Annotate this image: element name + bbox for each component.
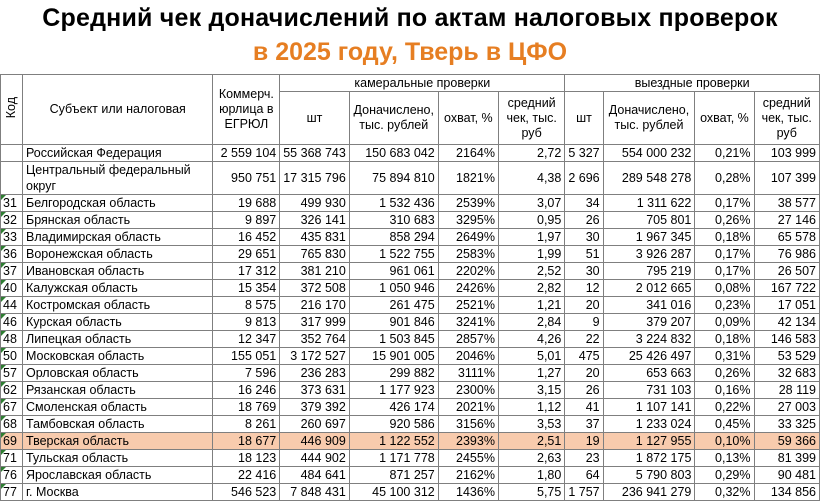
subject-header: Субъект или налоговая: [23, 75, 213, 145]
desk-charged-cell: 310 683: [349, 212, 438, 229]
field-charged-cell: 1 872 175: [603, 450, 695, 467]
field-charged-cell: 25 426 497: [603, 348, 695, 365]
field-avg-cell: 59 366: [754, 433, 820, 450]
field-count-cell: 12: [565, 280, 603, 297]
field-charged-cell: 2 012 665: [603, 280, 695, 297]
field-coverage-cell: 0,28%: [695, 162, 754, 195]
field-coverage-cell: 0,29%: [695, 467, 754, 484]
code-cell: 77: [1, 484, 23, 501]
field-coverage-cell: 0,09%: [695, 314, 754, 331]
desk-coverage-cell: 2021%: [438, 399, 498, 416]
field-coverage-cell: 0,21%: [695, 145, 754, 162]
desk-coverage-cell: 2583%: [438, 246, 498, 263]
field-charged-cell: 1 107 141: [603, 399, 695, 416]
desk-charged-cell: 261 475: [349, 297, 438, 314]
field-charged-cell: 1 967 345: [603, 229, 695, 246]
field-count-header: шт: [565, 92, 603, 145]
field-avg-cell: 28 119: [754, 382, 820, 399]
field-avg-cell: 26 507: [754, 263, 820, 280]
code-cell: 48: [1, 331, 23, 348]
desk-avg-cell: 5,01: [498, 348, 564, 365]
desk-coverage-cell: 2046%: [438, 348, 498, 365]
desk-charged-cell: 1 050 946: [349, 280, 438, 297]
code-cell: 57: [1, 365, 23, 382]
field-coverage-cell: 0,17%: [695, 263, 754, 280]
desk-charged-cell: 1 171 778: [349, 450, 438, 467]
subject-cell: Рязанская область: [23, 382, 213, 399]
desk-charged-cell: 858 294: [349, 229, 438, 246]
field-charged-cell: 341 016: [603, 297, 695, 314]
field-count-cell: 19: [565, 433, 603, 450]
commercial-cell: 546 523: [213, 484, 280, 501]
code-cell: 31: [1, 195, 23, 212]
field-count-cell: 37: [565, 416, 603, 433]
desk-coverage-cell: 3111%: [438, 365, 498, 382]
field-coverage-cell: 0,23%: [695, 297, 754, 314]
commercial-cell: 19 688: [213, 195, 280, 212]
commercial-cell: 29 651: [213, 246, 280, 263]
desk-count-cell: 484 641: [280, 467, 350, 484]
desk-avg-cell: 1,21: [498, 297, 564, 314]
field-avg-cell: 90 481: [754, 467, 820, 484]
table-row: [1, 365, 820, 382]
commercial-cell: 18 123: [213, 450, 280, 467]
field-count-cell: 51: [565, 246, 603, 263]
field-count-cell: 9: [565, 314, 603, 331]
field-count-cell: 23: [565, 450, 603, 467]
field-avg-header: средний чек, тыс. руб: [754, 92, 820, 145]
desk-avg-cell: 3,15: [498, 382, 564, 399]
field-avg-cell: 42 134: [754, 314, 820, 331]
field-count-cell: 30: [565, 229, 603, 246]
code-cell: 67: [1, 399, 23, 416]
code-cell: 33: [1, 229, 23, 246]
field-count-cell: 26: [565, 382, 603, 399]
field-avg-cell: 103 999: [754, 145, 820, 162]
field-count-cell: 64: [565, 467, 603, 484]
field-charged-cell: 5 790 803: [603, 467, 695, 484]
field-coverage-cell: 0,22%: [695, 399, 754, 416]
field-avg-cell: 17 051: [754, 297, 820, 314]
desk-count-cell: 373 631: [280, 382, 350, 399]
field-charged-cell: 653 663: [603, 365, 695, 382]
desk-avg-cell: 1,12: [498, 399, 564, 416]
desk-coverage-cell: 2539%: [438, 195, 498, 212]
code-cell: 36: [1, 246, 23, 263]
subject-cell: Тверская область: [23, 433, 213, 450]
desk-avg-cell: 3,07: [498, 195, 564, 212]
field-coverage-cell: 0,32%: [695, 484, 754, 501]
desk-avg-cell: 4,26: [498, 331, 564, 348]
field-avg-cell: 81 399: [754, 450, 820, 467]
field-coverage-cell: 0,18%: [695, 229, 754, 246]
desk-charged-cell: 15 901 005: [349, 348, 438, 365]
desk-charged-cell: 920 586: [349, 416, 438, 433]
field-charged-cell: 705 801: [603, 212, 695, 229]
commercial-cell: 8 261: [213, 416, 280, 433]
table-row: [1, 162, 820, 195]
table-row: [1, 484, 820, 501]
desk-coverage-cell: 2857%: [438, 331, 498, 348]
desk-avg-cell: 2,72: [498, 145, 564, 162]
field-coverage-header: охват, %: [695, 92, 754, 145]
desk-count-cell: 7 848 431: [280, 484, 350, 501]
desk-count-cell: 317 999: [280, 314, 350, 331]
desk-count-cell: 446 909: [280, 433, 350, 450]
table-row: [1, 263, 820, 280]
field-audits-group-header: выездные проверки: [565, 75, 820, 92]
desk-charged-cell: 1 122 552: [349, 433, 438, 450]
field-coverage-cell: 0,17%: [695, 246, 754, 263]
desk-count-cell: 3 172 527: [280, 348, 350, 365]
field-avg-cell: 107 399: [754, 162, 820, 195]
commercial-cell: 22 416: [213, 467, 280, 484]
desk-audits-group-header: камеральные проверки: [280, 75, 565, 92]
desk-coverage-cell: 2300%: [438, 382, 498, 399]
desk-avg-header: средний чек, тыс. руб: [498, 92, 564, 145]
desk-count-header: шт: [280, 92, 350, 145]
desk-count-cell: 326 141: [280, 212, 350, 229]
field-charged-cell: 379 207: [603, 314, 695, 331]
code-cell: 46: [1, 314, 23, 331]
desk-charged-cell: 299 882: [349, 365, 438, 382]
table-row: [1, 348, 820, 365]
table-row: [1, 145, 820, 162]
desk-avg-cell: 2,84: [498, 314, 564, 331]
subject-cell: Курская область: [23, 314, 213, 331]
desk-charged-cell: 1 522 755: [349, 246, 438, 263]
commercial-cell: 9 813: [213, 314, 280, 331]
commercial-cell: 15 354: [213, 280, 280, 297]
desk-charged-cell: 45 100 312: [349, 484, 438, 501]
desk-count-cell: 379 392: [280, 399, 350, 416]
subject-cell: Ивановская область: [23, 263, 213, 280]
field-charged-cell: 795 219: [603, 263, 695, 280]
code-cell: [1, 162, 23, 195]
commercial-cell: 2 559 104: [213, 145, 280, 162]
field-count-cell: 20: [565, 297, 603, 314]
desk-charged-cell: 1 532 436: [349, 195, 438, 212]
field-count-cell: 2 696: [565, 162, 603, 195]
field-coverage-cell: 0,18%: [695, 331, 754, 348]
subject-cell: Липецкая область: [23, 331, 213, 348]
desk-charged-cell: 1 503 845: [349, 331, 438, 348]
subject-cell: Владимирская область: [23, 229, 213, 246]
table-row: [1, 246, 820, 263]
table-row: [1, 331, 820, 348]
subject-cell: Московская область: [23, 348, 213, 365]
field-coverage-cell: 0,16%: [695, 382, 754, 399]
code-cell: 71: [1, 450, 23, 467]
desk-charged-header: Доначислено, тыс. рублей: [349, 92, 438, 145]
field-count-cell: 5 327: [565, 145, 603, 162]
subject-cell: Белгородская область: [23, 195, 213, 212]
commercial-cell: 16 452: [213, 229, 280, 246]
table-row: [1, 382, 820, 399]
desk-charged-cell: 961 061: [349, 263, 438, 280]
desk-coverage-cell: 2202%: [438, 263, 498, 280]
desk-coverage-cell: 3295%: [438, 212, 498, 229]
field-charged-cell: 3 926 287: [603, 246, 695, 263]
desk-coverage-cell: 1436%: [438, 484, 498, 501]
desk-charged-cell: 901 846: [349, 314, 438, 331]
desk-coverage-cell: 2455%: [438, 450, 498, 467]
desk-count-cell: 381 210: [280, 263, 350, 280]
field-coverage-cell: 0,13%: [695, 450, 754, 467]
desk-avg-cell: 2,52: [498, 263, 564, 280]
commercial-cell: 18 677: [213, 433, 280, 450]
field-charged-cell: 554 000 232: [603, 145, 695, 162]
table-row: [1, 314, 820, 331]
field-coverage-cell: 0,08%: [695, 280, 754, 297]
subject-cell: Смоленская область: [23, 399, 213, 416]
subject-cell: г. Москва: [23, 484, 213, 501]
field-count-cell: 475: [565, 348, 603, 365]
report-subtitle: в 2025 году, Тверь в ЦФО: [252, 38, 568, 66]
desk-count-cell: 435 831: [280, 229, 350, 246]
field-coverage-cell: 0,10%: [695, 433, 754, 450]
code-cell: 50: [1, 348, 23, 365]
desk-count-cell: 260 697: [280, 416, 350, 433]
desk-charged-cell: 871 257: [349, 467, 438, 484]
report-title: Средний чек доначислений по актам налоговых проверок: [42, 4, 778, 32]
table-row: [1, 195, 820, 212]
desk-charged-cell: 1 177 923: [349, 382, 438, 399]
field-count-cell: 20: [565, 365, 603, 382]
table-row: [1, 280, 820, 297]
desk-avg-cell: 4,38: [498, 162, 564, 195]
table-row: [1, 467, 820, 484]
field-count-cell: 1 757: [565, 484, 603, 501]
subject-cell: Тамбовская область: [23, 416, 213, 433]
desk-count-cell: 216 170: [280, 297, 350, 314]
field-avg-cell: 167 722: [754, 280, 820, 297]
desk-charged-cell: 75 894 810: [349, 162, 438, 195]
field-count-cell: 22: [565, 331, 603, 348]
code-cell: 69: [1, 433, 23, 450]
field-coverage-cell: 0,31%: [695, 348, 754, 365]
desk-count-cell: 372 508: [280, 280, 350, 297]
desk-avg-cell: 1,99: [498, 246, 564, 263]
desk-avg-cell: 2,82: [498, 280, 564, 297]
commercial-cell: 155 051: [213, 348, 280, 365]
desk-coverage-header: охват, %: [438, 92, 498, 145]
code-cell: 68: [1, 416, 23, 433]
desk-coverage-cell: 1821%: [438, 162, 498, 195]
table-row: [1, 399, 820, 416]
field-coverage-cell: 0,17%: [695, 195, 754, 212]
field-charged-cell: 1 127 955: [603, 433, 695, 450]
commercial-cell: 9 897: [213, 212, 280, 229]
commercial-cell: 12 347: [213, 331, 280, 348]
table-row: [1, 229, 820, 246]
field-charged-cell: 1 233 024: [603, 416, 695, 433]
subject-cell: Ярославская область: [23, 467, 213, 484]
subject-cell: Орловская область: [23, 365, 213, 382]
code-cell: 32: [1, 212, 23, 229]
subject-cell: Воронежская область: [23, 246, 213, 263]
desk-avg-cell: 1,80: [498, 467, 564, 484]
table-row: [1, 212, 820, 229]
desk-coverage-cell: 2162%: [438, 467, 498, 484]
desk-count-cell: 236 283: [280, 365, 350, 382]
field-avg-cell: 65 578: [754, 229, 820, 246]
desk-avg-cell: 2,63: [498, 450, 564, 467]
code-cell: [1, 145, 23, 162]
desk-coverage-cell: 2649%: [438, 229, 498, 246]
field-avg-cell: 33 325: [754, 416, 820, 433]
desk-count-cell: 499 930: [280, 195, 350, 212]
field-charged-cell: 1 311 622: [603, 195, 695, 212]
table-body: [1, 145, 820, 501]
code-cell: 40: [1, 280, 23, 297]
commercial-cell: 950 751: [213, 162, 280, 195]
commercial-cell: 17 312: [213, 263, 280, 280]
desk-count-cell: 17 315 796: [280, 162, 350, 195]
field-charged-cell: 289 548 278: [603, 162, 695, 195]
desk-coverage-cell: 2393%: [438, 433, 498, 450]
table-row: [1, 433, 820, 450]
field-coverage-cell: 0,26%: [695, 365, 754, 382]
commercial-cell: 8 575: [213, 297, 280, 314]
subject-cell: Брянская область: [23, 212, 213, 229]
field-avg-cell: 38 577: [754, 195, 820, 212]
field-avg-cell: 146 583: [754, 331, 820, 348]
field-coverage-cell: 0,26%: [695, 212, 754, 229]
desk-coverage-cell: 2426%: [438, 280, 498, 297]
field-avg-cell: 53 529: [754, 348, 820, 365]
field-count-cell: 41: [565, 399, 603, 416]
commercial-header: Коммерч. юрлица в ЕГРЮЛ: [213, 75, 280, 145]
field-avg-cell: 134 856: [754, 484, 820, 501]
table-row: [1, 450, 820, 467]
code-cell: 76: [1, 467, 23, 484]
field-avg-cell: 27 146: [754, 212, 820, 229]
desk-coverage-cell: 2521%: [438, 297, 498, 314]
desk-avg-cell: 1,97: [498, 229, 564, 246]
subject-cell: Тульская область: [23, 450, 213, 467]
desk-avg-cell: 1,27: [498, 365, 564, 382]
field-count-cell: 26: [565, 212, 603, 229]
code-cell: 62: [1, 382, 23, 399]
desk-coverage-cell: 3241%: [438, 314, 498, 331]
commercial-cell: 7 596: [213, 365, 280, 382]
field-avg-cell: 32 683: [754, 365, 820, 382]
desk-coverage-cell: 2164%: [438, 145, 498, 162]
commercial-cell: 16 246: [213, 382, 280, 399]
desk-avg-cell: 0,95: [498, 212, 564, 229]
desk-avg-cell: 3,53: [498, 416, 564, 433]
code-cell: 44: [1, 297, 23, 314]
field-charged-cell: 731 103: [603, 382, 695, 399]
field-charged-header: Доначислено, тыс. рублей: [603, 92, 695, 145]
desk-charged-cell: 150 683 042: [349, 145, 438, 162]
subject-cell: Российская Федерация: [23, 145, 213, 162]
desk-coverage-cell: 3156%: [438, 416, 498, 433]
desk-charged-cell: 426 174: [349, 399, 438, 416]
field-avg-cell: 76 986: [754, 246, 820, 263]
commercial-cell: 18 769: [213, 399, 280, 416]
subject-cell: Калужская область: [23, 280, 213, 297]
desk-avg-cell: 2,51: [498, 433, 564, 450]
tax-audit-table: [0, 74, 820, 501]
field-count-cell: 34: [565, 195, 603, 212]
desk-count-cell: 352 764: [280, 331, 350, 348]
desk-count-cell: 444 902: [280, 450, 350, 467]
desk-count-cell: 55 368 743: [280, 145, 350, 162]
field-count-cell: 30: [565, 263, 603, 280]
subject-cell: Центральный федеральный округ: [23, 162, 213, 195]
code-header: Код: [1, 75, 23, 145]
field-coverage-cell: 0,45%: [695, 416, 754, 433]
desk-avg-cell: 5,75: [498, 484, 564, 501]
field-charged-cell: 3 224 832: [603, 331, 695, 348]
subject-cell: Костромская область: [23, 297, 213, 314]
field-charged-cell: 236 941 279: [603, 484, 695, 501]
table-row: [1, 416, 820, 433]
desk-count-cell: 765 830: [280, 246, 350, 263]
code-cell: 37: [1, 263, 23, 280]
field-avg-cell: 27 003: [754, 399, 820, 416]
table-row: [1, 297, 820, 314]
